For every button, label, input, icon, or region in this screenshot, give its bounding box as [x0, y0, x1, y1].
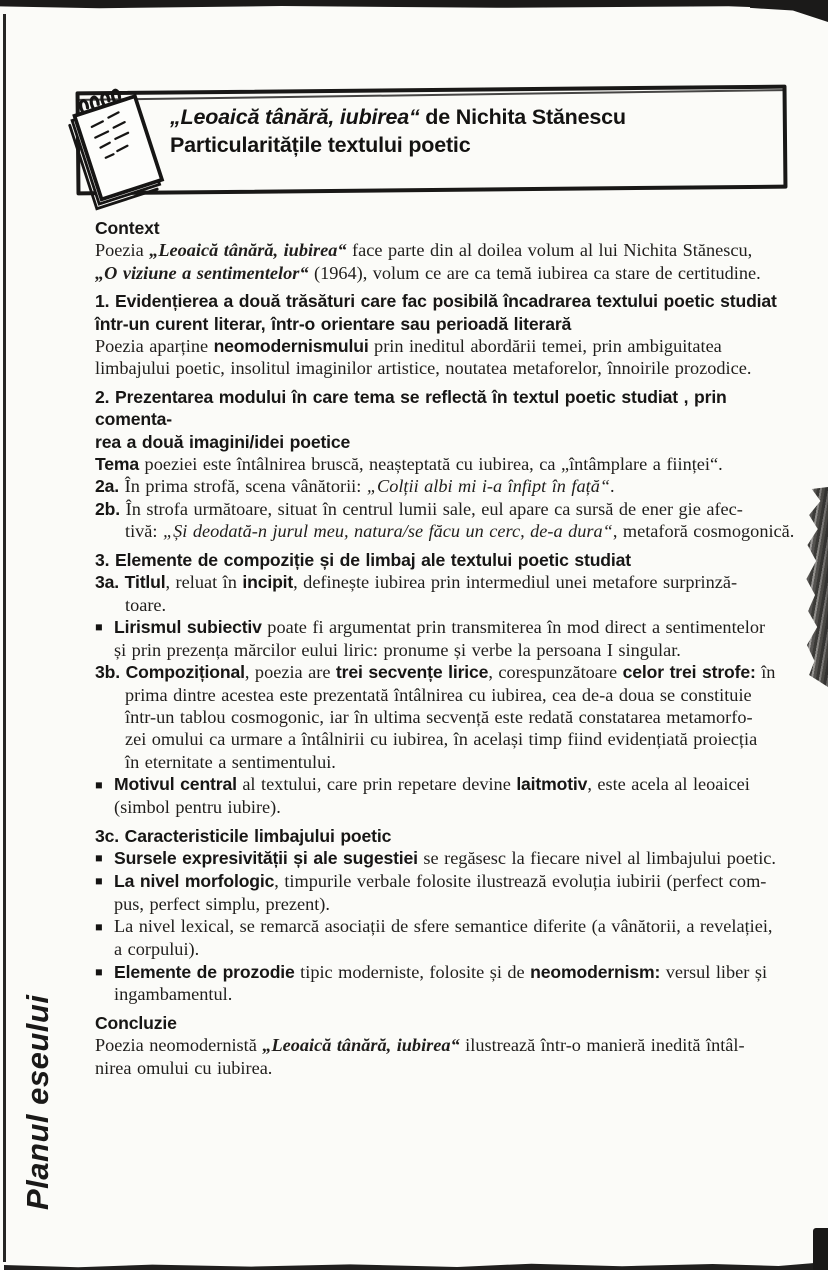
text-run: La nivel morfologic — [114, 870, 275, 891]
bullet-square-icon: ■ — [95, 874, 103, 889]
text-run: „Leoaică tânără, iubirea“ — [262, 1035, 460, 1056]
text-run: incipit — [242, 572, 294, 593]
content-block-heading — [95, 290, 802, 335]
text-run: „Leoaică tânără, iubirea“ — [149, 240, 347, 261]
text-run: Poezia neomodernistă — [95, 1035, 263, 1056]
text-run: face parte din al doilea volum al lui Nichita Stănescu, — [346, 240, 753, 261]
text-run: Elemente de prozodie — [114, 961, 295, 982]
text-run: Context — [95, 218, 160, 238]
text-run: 2. Prezentarea modului în care tema se reflectă în textul poetic studiat , prin comenta- — [95, 386, 727, 430]
content-block-para — [95, 335, 802, 380]
text-run: „Colții albi mi i-a înfipt în față“ — [366, 476, 611, 497]
text-run: ingambamentul. — [114, 984, 233, 1005]
text-run: , este acela al leoaicei — [587, 774, 750, 795]
text-run: a corpului). — [114, 939, 200, 960]
text-run: , corespunzătoare — [488, 662, 623, 683]
content-block-heading — [95, 217, 802, 239]
text-run: . — [610, 476, 615, 497]
text-run: prima dintre acestea este prezentată întâlnirea cu iubirea, cea de-a doua se constituie — [125, 684, 752, 705]
text-run: 3b. — [95, 662, 126, 683]
bullet-square-icon: ■ — [95, 851, 103, 866]
text-run: rea a două imagini/idei poetice — [95, 431, 351, 452]
text-run: se regăsesc la fiecare nivel al limbajului poetic. — [417, 847, 776, 868]
text-run: Compozițional — [125, 662, 245, 683]
content-block-item — [95, 571, 802, 616]
content-block-bullet — [95, 773, 802, 818]
text-run: Poezia — [95, 240, 150, 261]
text-run: „Și deodată-n jurul meu, natura/se făcu un cerc, de-a dura“ — [162, 521, 613, 542]
text-run: , metaforă cosmogonică. — [612, 521, 795, 542]
content-block-heading — [95, 825, 802, 847]
text-run: În prima strofă, scena vânătorii: — [124, 476, 367, 497]
content-block-item — [95, 498, 802, 543]
scan-bottom-strip — [4, 1261, 828, 1270]
bullet-square-icon: ■ — [95, 919, 103, 934]
text-run: neomodernism: — [530, 961, 661, 982]
text-run: Motivul central — [114, 774, 237, 795]
text-run: nirea omului cu iubirea. — [95, 1057, 273, 1078]
text-run: Sursele expresivității și ale sugestiei — [114, 847, 418, 868]
sidebar-label: Planul eseului — [20, 994, 55, 1210]
text-run: într-un curent literar, într-o orientare sau perioadă literară — [95, 313, 572, 334]
content-block-bullet — [95, 870, 802, 915]
text-run: într-un tablou cosmogonic, iar în ultima secvență este redată constatarea metamorfo- — [125, 707, 753, 728]
content-block-bullet — [95, 915, 802, 960]
scan-top-bar — [0, 0, 828, 10]
text-run: (1964), volum ce are ca temă iubirea ca stare de certitudine. — [308, 262, 761, 283]
scan-right-smudge — [801, 487, 828, 687]
content-block-para — [95, 1034, 802, 1079]
text-run: poate fi argumentat prin transmiterea în mod direct a sentimentelor — [261, 616, 766, 637]
scan-bottom-corner-blob — [813, 1228, 828, 1270]
content-block-bullet — [95, 847, 802, 870]
text-run: ilustrează într-o manieră inedită întâl- — [459, 1035, 745, 1056]
text-run: Particularitățile textului poetic — [170, 132, 471, 157]
text-run: , timpurile verbale folosite ilustrează evoluția iubirii (perfect com- — [274, 870, 767, 891]
text-run: pus, perfect simplu, prezent). — [114, 893, 330, 914]
content-block-para — [95, 453, 802, 475]
content-block-heading — [95, 549, 802, 571]
text-run: prin ineditul abordării temei, prin ambiguitatea — [368, 336, 722, 357]
text-run: tipic moderniste, folosite și de — [294, 961, 531, 982]
text-run: 1. Evidențierea a două trăsături care fac posibilă încadrarea textului poetic studiat — [95, 291, 777, 312]
content-block-heading — [95, 1012, 802, 1034]
text-run: în — [755, 662, 776, 683]
text-run: și prin prezența mărcilor eului liric: pronume și verbe la persoana I singular. — [114, 639, 681, 660]
text-run: poeziei este întâlnirea bruscă, neașteptată cu iubirea, ca „întâmplare a ființei“. — [139, 454, 723, 475]
text-run: trei secvențe lirice — [335, 662, 489, 683]
text-run: 2a. — [95, 476, 125, 497]
text-run: laitmotiv — [516, 774, 588, 795]
text-run: limbajului poetic, insolitul imaginilor artistice, noutatea metaforelor, înnoirile prozodice. — [95, 358, 752, 379]
content-block-heading — [95, 386, 802, 453]
content-block-bullet — [95, 961, 802, 1006]
text-run: 2b. — [95, 498, 126, 519]
text-run: zei omului ca urmare a întâlnirii cu iubirea, în același timp fiind evidențiată proiecția — [125, 729, 758, 750]
text-run: La nivel lexical, se remarcă asociații de sfere semantice diferite (a vânătorii, a revelației, — [114, 916, 773, 937]
text-run: Tema — [95, 454, 140, 475]
text-run: „Leoaică tânără, iubirea“ — [170, 105, 426, 129]
content-block-para — [95, 239, 802, 284]
text-run: În strofa următoare, situat în centrul lumii sale, eul apare ca sursă de ener gie afec- — [125, 498, 743, 519]
content-block-item — [95, 475, 802, 497]
bullet-square-icon: ■ — [95, 777, 103, 792]
essay-plan-content — [95, 217, 802, 1079]
text-run: „O viziune a sentimentelor“ — [95, 262, 309, 283]
text-run: Lirismul subiectiv — [114, 616, 262, 637]
bullet-square-icon: ■ — [95, 620, 103, 635]
text-run: celor trei strofe: — [622, 662, 756, 683]
content-block-bullet — [95, 616, 802, 661]
text-run: Concluzie — [95, 1012, 177, 1033]
text-run: versul liber și — [660, 961, 768, 982]
scan-top-bar-corner — [750, 0, 828, 22]
text-run: neomodernismului — [213, 336, 369, 357]
text-run: Titlul — [124, 572, 166, 593]
bullet-square-icon: ■ — [95, 965, 103, 979]
text-run: 3c. Caracteristicile limbajului poetic — [95, 825, 392, 846]
text-run: , reluat în — [165, 572, 243, 593]
text-run: Poezia aparține — [95, 336, 214, 357]
text-run: 3. Elemente de compoziție și de limbaj ale textului poetic studiat — [95, 549, 631, 570]
text-run: toare. — [125, 594, 167, 615]
text-run: , definește iubirea prin intermediul unei metafore surprinză- — [293, 572, 738, 593]
text-run: (simbol pentru iubire). — [114, 797, 281, 818]
text-run: al textului, care prin repetare devine — [236, 774, 517, 795]
page-title — [170, 104, 770, 159]
scan-left-edge-line — [3, 14, 6, 1262]
text-run: tivă: — [125, 521, 163, 542]
text-run: în eternitate a sentimentului. — [125, 751, 336, 772]
text-run: 3a. — [95, 572, 125, 593]
content-block-item — [95, 661, 802, 773]
text-run: de Nichita Stănescu — [425, 105, 626, 129]
text-run: , poezia are — [244, 662, 336, 683]
notepad-icon — [62, 62, 174, 220]
